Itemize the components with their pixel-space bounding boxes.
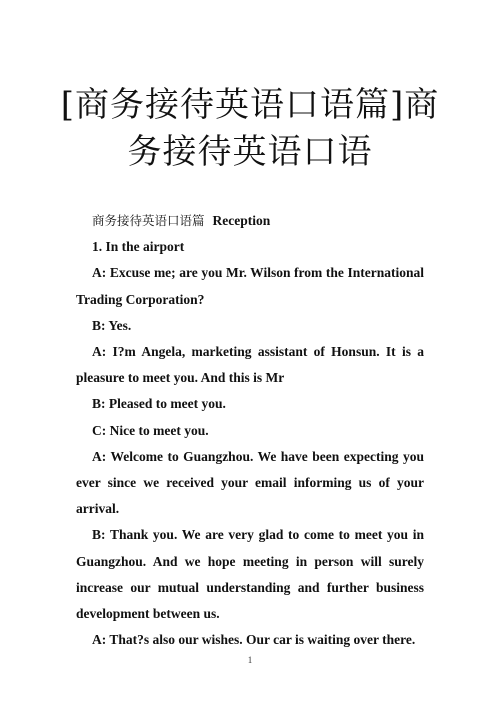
dialogue-paragraph: A: That?s also our wishes. Our car is waiting over there. <box>92 632 416 648</box>
section-heading <box>76 208 424 234</box>
document-title: [商务接待英语口语篇]商务接待英语口语 <box>60 85 440 172</box>
page-number: 1 <box>247 655 253 665</box>
dialogue-paragraph: A: Welcome to Guangzhou. We have been expecting you ever since we received your email informing us of your arrival. <box>76 448 424 517</box>
document-body <box>76 208 424 653</box>
dialogue-paragraph: B: Thank you. We are very glad to come to meet you in Guangzhou. And we hope meeting in person will surely increase our mutual understanding and further business development between us. <box>76 527 424 622</box>
dialogue-paragraph: 1. In the airport <box>92 239 185 255</box>
dialogue-paragraph: B: Yes. <box>92 317 132 333</box>
dialogue-paragraph: A: Excuse me; are you Mr. Wilson from the International Trading Corporation? <box>76 265 424 307</box>
dialogue-paragraph: B: Pleased to meet you. <box>92 396 226 412</box>
section-heading-en: Reception <box>212 213 271 228</box>
dialogue-paragraph: C: Nice to meet you. <box>92 422 209 438</box>
section-heading-cn: 商务接待英语口语篇 <box>92 213 205 228</box>
dialogue-paragraph: A: I?m Angela, marketing assistant of Honsun. It is a pleasure to meet you. And this is Mr <box>76 344 424 386</box>
